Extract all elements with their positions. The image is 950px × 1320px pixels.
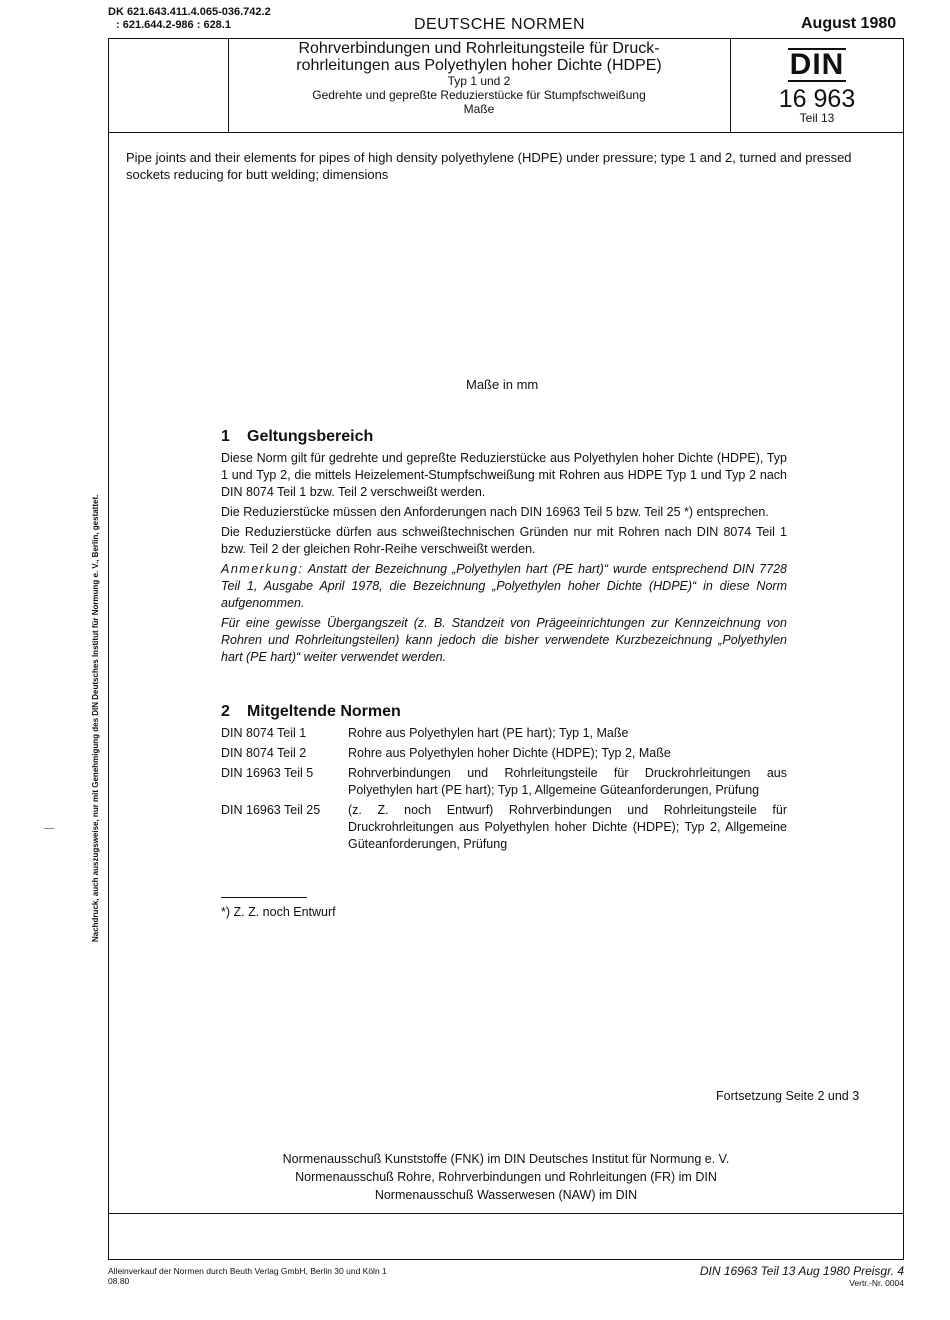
section-1-title: Geltungsbereich [247,428,374,445]
footer-sales-text: Alleinverkauf der Normen durch Beuth Verlag GmbH, Berlin 30 und Köln 1 [108,1266,387,1276]
footer-sales [108,1266,387,1286]
reprint-notice: Nachdruck, auch auszugsweise, nur mit Genehmigung des DIN Deutsches Institut für Normung e. V., Berlin, gestattet. [91,494,100,942]
section-1-paragraph-3: Die Reduzierstücke dürfen aus schweißtechnischen Gründen nur mit Rohren nach DIN 8074 Teil 1 bzw. Teil 2 der gleichen Rohr-Reihe verschweißt werden. [221,525,787,556]
committee-line-3: Normenausschuß Wasserwesen (NAW) im DIN [374,1188,638,1202]
continuation-note: Fortsetzung Seite 2 und 3 [716,1089,860,1103]
reference-row [221,745,787,765]
reference-row [221,765,787,802]
reference-id: DIN 16963 Teil 25 [221,803,321,817]
reference-desc: Rohre aus Polyethylen hart (PE hart); Typ 1, Maße [348,726,629,740]
section-2-number: 2 [221,703,230,720]
reference-id: DIN 8074 Teil 2 [221,746,307,760]
section-references [221,702,787,856]
document-title [228,40,730,116]
title-line-3: Typ 1 und 2 [447,74,511,88]
section-1-paragraph-1: Diese Norm gilt für gedrehte und gepreßte Reduzierstücke aus Polyethylen hoher Dichte (HDPE), Typ 1 und Typ 2, die mittels Heizelement-Stumpfschweißung mit Rohren aus HDPE Typ 1 und Typ 2 nach DIN 8074 Teil 1 bzw. Teil 2 verschweißt werden. [221,451,787,499]
footer-ref: DIN 16963 Teil 13 Aug 1980 Preisgr. 4 [699,1264,904,1278]
dk-line-2: : 621.644.2-986 : 628.1 [116,19,231,31]
dk-classification [108,6,271,32]
section-1-note [221,561,787,612]
english-title: Pipe joints and their elements for pipes of high density polyethylene (HDPE) under pressure; type 1 and 2, turned and pressed sockets reducing for butt welding; dimensions [126,150,852,182]
din-part: Teil 13 [799,111,835,125]
committee-line-2: Normenausschuß Rohre, Rohrverbindungen und Rohrleitungen (FR) im DIN [295,1170,717,1184]
section-2-heading [221,702,787,722]
title-line-4: Gedrehte und gepreßte Reduzierstücke für Stumpfschweißung [312,88,646,102]
din-logo: DIN [789,48,845,81]
reference-row [221,802,787,856]
footer-vertr: Vertr.-Nr. 0004 [849,1278,904,1288]
reference-id: DIN 16963 Teil 5 [221,766,314,780]
reference-desc: Rohrverbindungen und Rohrleitungsteile für Druckrohrleitungen aus Polyethylen hart (PE hart); Typ 1, Allgemeine Güteanforderungen, Prüfung [348,766,787,797]
series-title: DEUTSCHE NORMEN [414,16,586,33]
section-1-heading [221,427,787,447]
measures-note: Maße in mm [466,377,539,392]
section-1-paragraph-2: Die Reduzierstücke müssen den Anforderungen nach DIN 16963 Teil 5 bzw. Teil 25 *) entsprechen. [221,505,769,519]
committees [108,1150,904,1204]
margin-mark [44,828,54,829]
dk-line-1: DK 621.643.411.4.065-036.742.2 [108,6,271,18]
section-2-title: Mitgeltende Normen [247,703,401,720]
note-text: Anstatt der Bezeichnung „Polyethylen hart (PE hart)“ wurde entsprechend DIN 7728 Teil 1, Ausgabe April 1978, die Bezeichnung „Polyethylen hoher Dichte (HDPE)“ in diese Norm aufgenommen. [221,562,787,610]
title-line-5: Maße [463,102,495,116]
issue-date: August 1980 [801,15,897,32]
section-1-number: 1 [221,428,230,445]
din-identifier [730,40,904,125]
reference-desc: Rohre aus Polyethylen hoher Dichte (HDPE); Typ 2, Maße [348,746,671,760]
title-line-1: Rohrverbindungen und Rohrleitungsteile für Druck- [298,40,660,57]
section-1-note-2: Für eine gewisse Übergangszeit (z. B. Standzeit von Prägeeinrichtungen zur Kennzeichnung von Rohren und Rohrleitungsteilen) kann jedoch die bisher verwendete Kurzbezeichnung „Polyethylen hart (PE hart)“ weiter verwendet werden. [221,616,787,664]
committee-line-1: Normenausschuß Kunststoffe (FNK) im DIN Deutsches Institut für Normung e. V. [282,1152,730,1166]
footer-reference [640,1264,904,1288]
note-label: Anmerkung: [221,562,304,576]
title-line-2: rohrleitungen aus Polyethylen hoher Dichte (HDPE) [296,57,662,74]
footnote: *) Z. Z. noch Entwurf [221,905,336,919]
reference-desc: (z. Z. noch Entwurf) Rohrverbindungen und Rohrleitungsteile für Druckrohrleitungen aus Polyethylen hoher Dichte (HDPE); Typ 2, Allgemeine Güteanforderungen, Prüfung [348,803,787,851]
section-scope [221,427,787,669]
footer-divider [108,1213,904,1214]
footnote-rule [221,897,307,898]
reference-list [221,725,787,856]
reference-row [221,725,787,745]
din-number: 16 963 [778,85,856,113]
footer-code: 08.80 [108,1276,130,1286]
reference-id: DIN 8074 Teil 1 [221,726,307,740]
